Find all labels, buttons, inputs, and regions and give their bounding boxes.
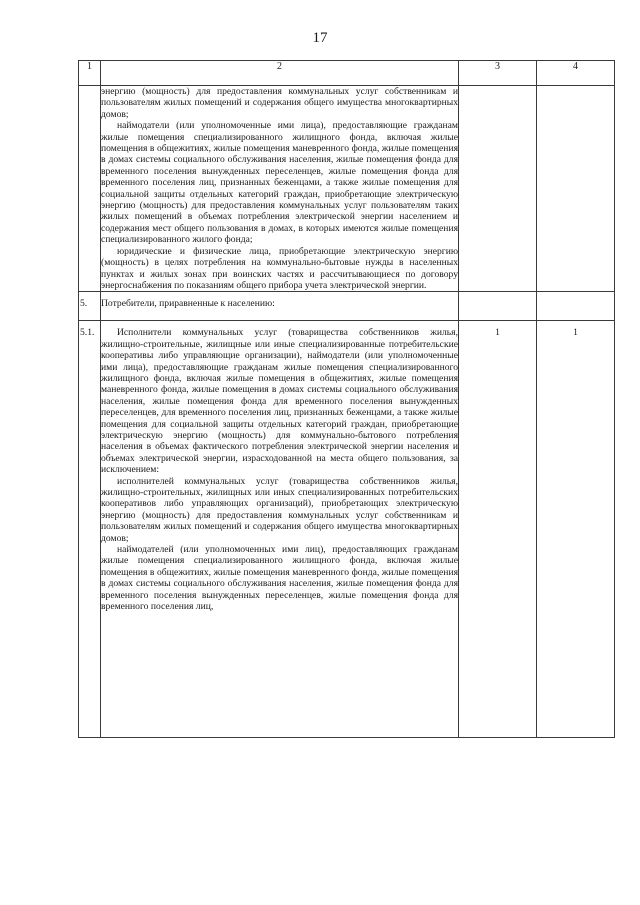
row-number: 5.	[79, 292, 101, 321]
page-number: 17	[312, 30, 328, 46]
row-value-col-4: 1	[537, 321, 615, 738]
paragraph: энергию (мощность) для предоставления коммунальных услуг собственникам и пользователям жилых помещений и содержания общего имущества многоквартирных домов;	[101, 86, 458, 120]
table-row	[79, 321, 615, 738]
row-value-col-3	[459, 86, 537, 292]
row-value-col-4	[537, 86, 615, 292]
paragraph: наймодателей (или уполномоченных ими лиц), предоставляющих гражданам жилые помещения специализированного жилищного фонда, включая жилые помещения в общежитиях, жилые помещения маневренного фонда, жилые помещения в домах системы социального обслуживания населения, жилые помещения фонда для временного поселения вынужденных переселенцев, жилые помещения фонда для временного поселения лиц,	[101, 544, 458, 613]
header-col-3: 3	[459, 61, 537, 86]
row-value-col-3: 1	[459, 321, 537, 738]
header-col-1: 1	[79, 61, 101, 86]
row-text	[101, 86, 459, 292]
paragraph: исполнителей коммунальных услуг (товарищества собственников жилья, жилищно-строительных, жилищных или иных специализированных потребительских кооперативов либо управляющих организаций), приобретающих электрическую энергию (мощность) для предоставления коммунальных услуг собственникам и пользователям жилых помещений и содержания общего имущества многоквартирных домов;	[101, 475, 458, 544]
row-number	[79, 86, 101, 292]
header-col-2: 2	[101, 61, 459, 86]
paragraph: юридические и физические лица, приобретающие электрическую энергию (мощность) в целях потребления на коммунально-бытовые нужды в населенных пунктах и жилых зонах при воинских частях и рассчитывающиеся по договору энергоснабжения по показаниям общего прибора учета электрической энергии.	[101, 245, 458, 291]
row-value-col-3	[459, 292, 537, 321]
paragraph: Потребители, приравненные к населению:	[101, 298, 275, 310]
tariff-table	[78, 60, 615, 738]
header-col-4: 4	[537, 61, 615, 86]
row-text	[101, 321, 459, 738]
paragraph: Исполнители коммунальных услуг (товарищества собственников жилья, жилищно-строительные, жилищные или иные специализированные потребительские кооперативы либо управляющие организации), наймодатели (или уполномоченные ими лица), предоставляющие гражданам жилые помещения специализированного жилищного фонда, включая жилые помещения в общежитиях, жилые помещения маневренного фонда, жилые помещения в домах системы социального обслуживания населения, жилые помещения фонда для временного поселения вынужденных переселенцев, для временного поселения лиц, признанных беженцами, а также жилые помещения для социальной защиты отдельных категорий граждан, приобретающие электрическую энергию (мощность) для коммунально-бытового потребления населения в объемах фактического потребления электрической энергии населения и объемах электрической энергии, израсходованной на места общего пользования, за исключением:	[101, 327, 458, 476]
row-value-col-4	[537, 292, 615, 321]
row-text	[101, 292, 459, 321]
row-number: 5.1.	[79, 321, 101, 738]
paragraph: наймодатели (или уполномоченные ими лица), предоставляющие гражданам жилые помещения специализированного жилищного фонда, включая жилые помещения в общежитиях, жилые помещения маневренного фонда, жилые помещения в домах системы социального обслуживания населения, жилые помещения фонда для временного поселения вынужденных переселенцев, жилые помещения фонда для временного поселения лиц, признанных беженцами, а также жилые помещения для социальной защиты отдельных категорий граждан, приобретающие электрическую энергию (мощность) для предоставления коммунальных услуг пользователям таких жилых помещений в объемах потребления электрической энергии населением и содержания мест общего пользования в домах, в которых имеются жилые помещения специализированного жилого фонда;	[101, 120, 458, 246]
table-row	[79, 86, 615, 292]
table-header-row	[79, 61, 615, 86]
table-row	[79, 292, 615, 321]
